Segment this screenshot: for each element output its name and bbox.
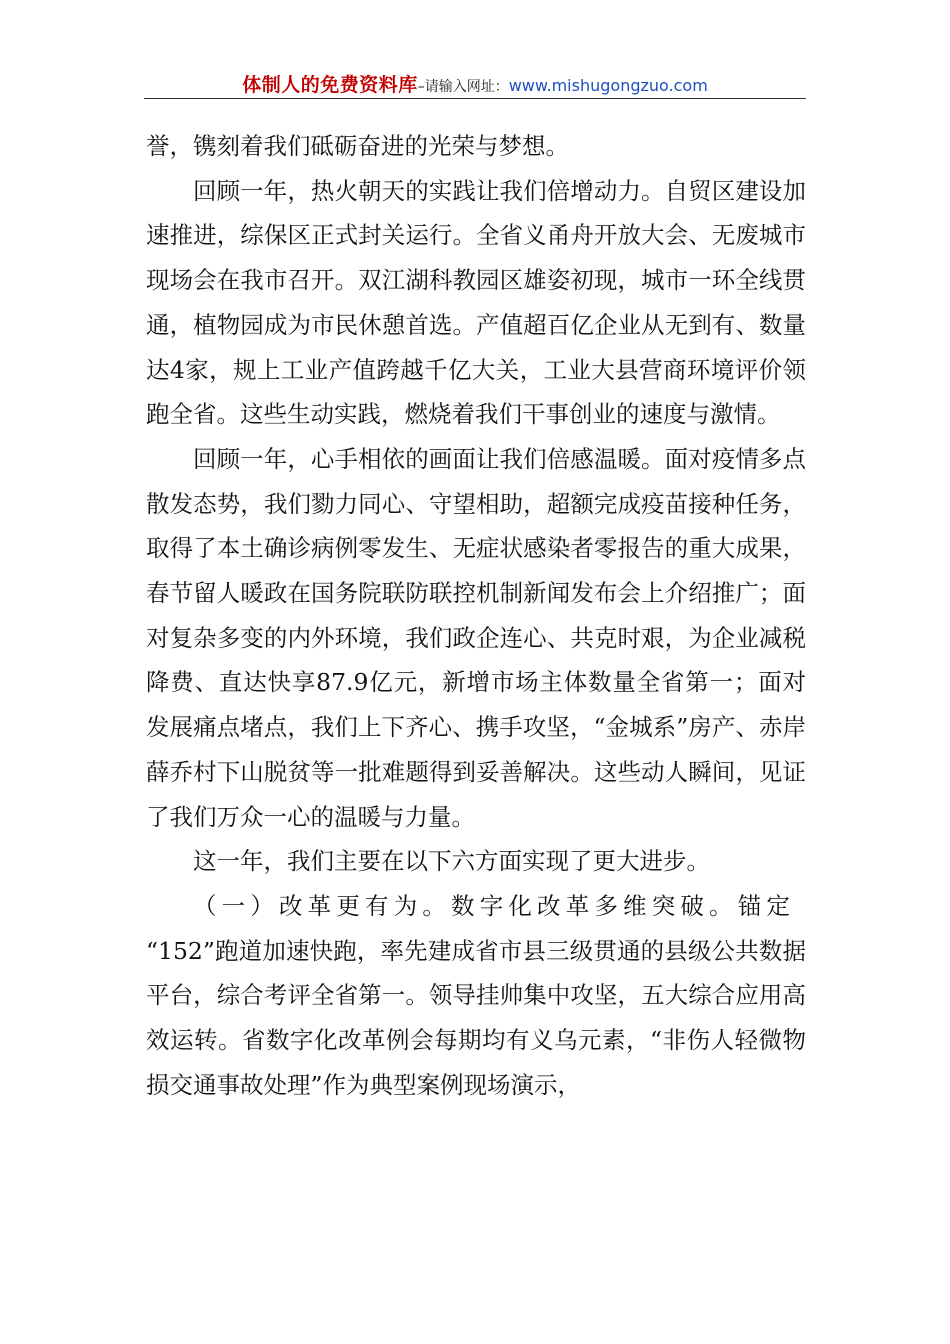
paragraph-warmth: 回顾一年，心手相依的画面让我们倍感温暖。面对疫情多点散发态势，我们勠力同心、守望相助，超额完成疫苗接种任务，取得了本土确诊病例零发生、无症状感染者零报告的重大成果，春节留人暖政在国务院联防联控机制新闻发布会上介绍推广；面对复杂多变的内外环境，我们政企连心、共克时艰，为企业减税降费、直达快享87.9亿元，新增市场主体数量全省第一；面对发展痛点堵点，我们上下齐心、携手攻坚，“金城系”房产、赤岸薛乔村下山脱贫等一批难题得到妥善解决。这些动人瞬间，见证了我们万众一心的温暖与力量。 — [146, 444, 806, 831]
header-brand: 体制人的免费资料库 — [242, 74, 418, 96]
section-heading-reform: （一）改革更有为。数字化改革多维突破。锚定 — [193, 891, 796, 920]
paragraph-continuation: 誉，镌刻着我们砥砺奋进的光荣与梦想。 — [146, 132, 569, 160]
header-divider — [144, 98, 806, 99]
header-url-link[interactable]: www.mishugongzuo.com — [508, 76, 708, 95]
header-url-prompt: –请输入网址： — [417, 79, 509, 95]
paragraph-summary: 这一年，我们主要在以下六方面实现了更大进步。 — [193, 847, 710, 876]
paragraph-practice: 回顾一年，热火朝天的实践让我们倍增动力。自贸区建设加速推进，综保区正式封关运行。全省义甬舟开放大会、无废城市现场会在我市召开。双江湖科教园区雄姿初现，城市一环全线贯通，植物园成为市民休憩首选。产值超百亿企业从无到有、数量达4家，规上工业产值跨越千亿大关，工业大县营商环境评价领跑全省。这些生动实践，燃烧着我们干事创业的速度与激情。 — [146, 176, 806, 429]
document-body — [146, 124, 806, 1107]
paragraph-reform: “152”跑道加速快跑，率先建成省市县三级贯通的县级公共数据平台，综合考评全省第一。领导挂帅集中攻坚，五大综合应用高效运转。省数字化改革例会每期均有义乌元素，“非伤人轻微物损交通事故处理”作为典型案例现场演示， — [146, 936, 806, 1099]
page-header — [144, 70, 806, 98]
